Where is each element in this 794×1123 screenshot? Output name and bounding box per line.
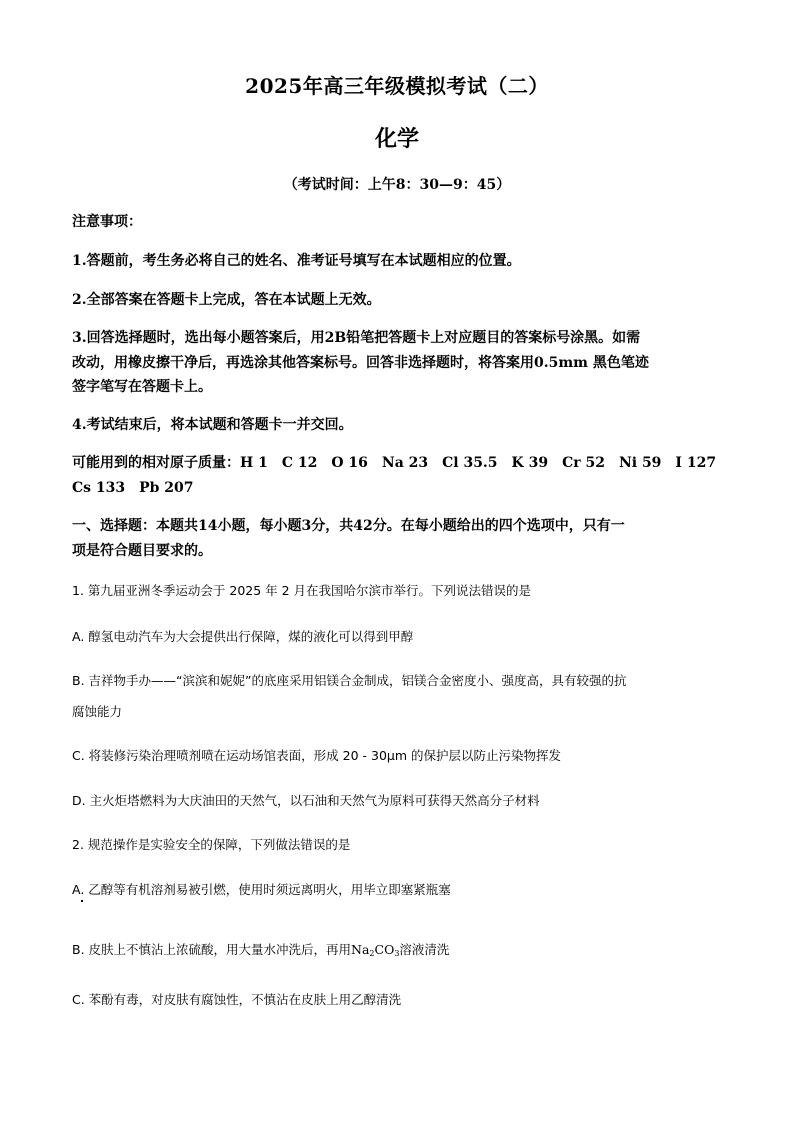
question-2-option-c: C. 苯酚有毒，对皮肤有腐蚀性，不慎沾在皮肤上用乙醇清洗 [72,992,402,1007]
notice-item-4: 4.考试结束后，将本试题和答题卡一并交回。 [72,417,353,433]
notice-item-3-line-2: 改动，用橡皮擦干净后，再选涂其他答案标号。回答非选择题时，将答案用0.5mm 黑色笔迹 [72,355,649,371]
stray-dot-mark [81,900,83,902]
exam-title: 2025年高三年级模拟考试（二） [245,74,549,98]
section-heading-line-1: 一、选择题：本题共14小题，每小题3分，共42分。在每小题给出的四个选项中，只有一 [72,518,625,534]
notice-item-2: 2.全部答案在答题卡上完成，答在本试题上无效。 [72,292,381,308]
question-1-option-b-line-1: B. 吉祥物手办——“滨滨和妮妮”的底座采用铝镁合金制成，铝镁合金密度小、强度高，具有较强的抗 [72,673,627,688]
question-1-option-c: C. 将装修污染治理喷剂喷在运动场馆表面，形成 20 - 30μm 的保护层以防止污染物挥发 [72,748,562,763]
question-1-option-a: A. 醇氢电动汽车为大会提供出行保障，煤的液化可以得到甲醇 [72,629,414,644]
notice-heading: 注意事项： [72,214,142,230]
sodium-carbonate-formula: $Na_2CO_3$ [351,942,400,958]
notice-item-3-line-1: 3.回答选择题时，选出每小题答案后，用2B铅笔把答题卡上对应题目的答案标号涂黑。如需 [72,330,641,346]
section-heading-line-2: 项是符合题目要求的。 [72,543,212,559]
notice-item-3-line-3: 签字笔写在答题卡上。 [72,379,212,395]
question-1-option-b-line-2: 腐蚀能力 [72,704,123,719]
question-2-stem: 2. 规范操作是实验安全的保障，下列做法错误的是 [72,837,351,852]
atomic-mass-line-2: Cs 133 Pb 207 [72,480,194,496]
question-2-option-a: A. 乙醇等有机溶剂易被引燃，使用时须远离明火，用毕立即塞紧瓶塞 [72,882,451,897]
question-1-stem: 1. 第九届亚洲冬季运动会于 2025 年 2 月在我国哈尔滨市举行。下列说法错误的是 [72,583,532,598]
question-2-option-b [72,940,724,958]
notice-item-1: 1.答题前，考生务必将自己的姓名、准考证号填写在本试题相应的位置。 [72,253,521,269]
atomic-mass-line-1: 可能用到的相对原子质量：H 1 C 12 O 16 Na 23 Cl 35.5 K 39 Cr 52 Ni 59 I 127 [72,455,717,471]
question-1-option-d: D. 主火炬塔燃料为大庆油田的天然气，以石油和天然气为原料可获得天然高分子材料 [72,793,540,808]
question-2-option-b-tail: 溶液清洗 [399,942,450,957]
question-2-option-b-text: B. 皮肤上不慎沾上浓硫酸，用大量水冲洗后，再用 [72,942,352,957]
subject-title: 化学 [374,126,419,152]
exam-time: （考试时间：上午8：30—9：45） [283,177,511,193]
